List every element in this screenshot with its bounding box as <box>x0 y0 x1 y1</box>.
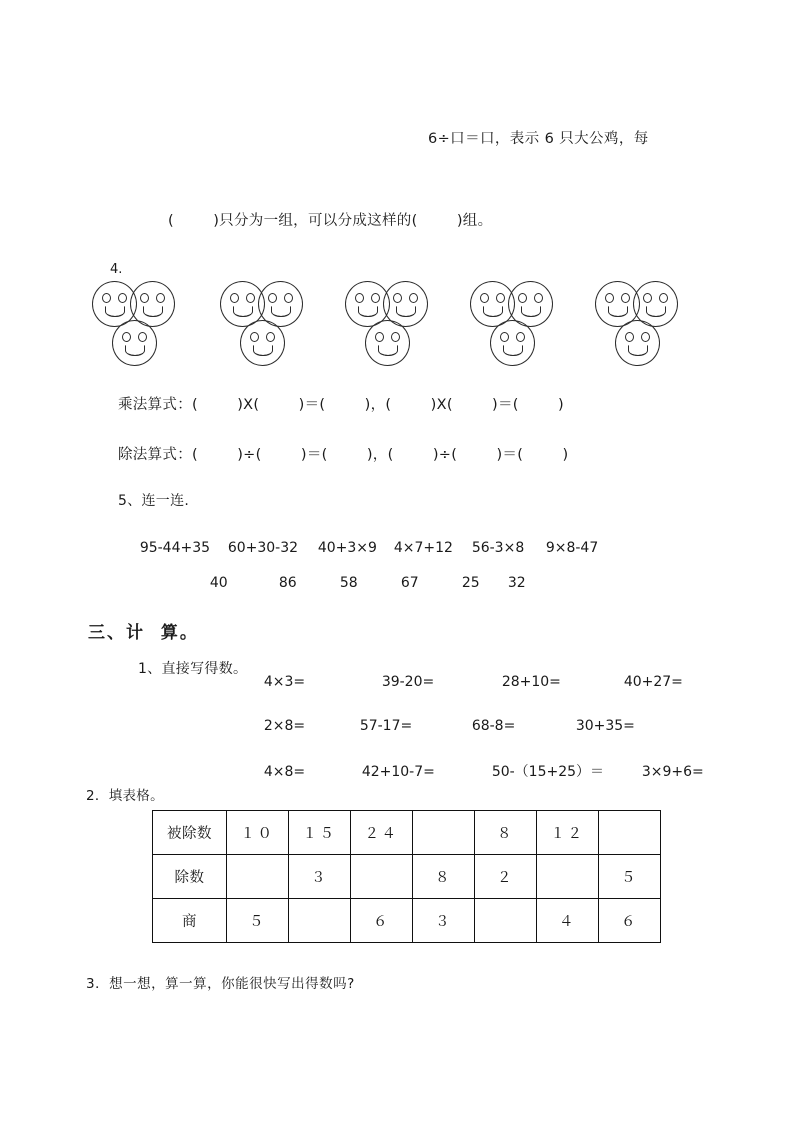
eye-icon <box>391 332 400 342</box>
table-cell[interactable] <box>351 855 413 899</box>
expression-item: 9×8-47 <box>545 540 599 556</box>
calc-sub2-label: 2．填表格。 <box>86 788 164 804</box>
smile-icon <box>646 306 666 317</box>
table-cell[interactable] <box>413 811 475 855</box>
smile-icon <box>628 345 648 356</box>
smile-icon <box>253 345 273 356</box>
eye-icon <box>138 332 147 342</box>
table-cell[interactable]: ５ <box>599 855 661 899</box>
section-3-heading: 三、计 算。 <box>88 623 199 643</box>
table-cell[interactable]: ８ <box>413 855 475 899</box>
table-cell[interactable]: ４ <box>537 899 599 943</box>
calc-sub1-label: 1、直接写得数。 <box>138 661 248 677</box>
table-cell[interactable]: １２ <box>537 811 599 855</box>
eye-icon <box>250 332 259 342</box>
smile-icon <box>378 345 398 356</box>
smiley-face-icon <box>365 320 410 366</box>
expression-item: 40+3×9 <box>317 540 377 556</box>
smile-icon <box>233 306 253 317</box>
calc-item: 2×8= <box>263 718 306 734</box>
eye-icon <box>641 332 650 342</box>
question3-tail-text: 6÷口＝口，表示 6 只大公鸡，每 <box>428 131 649 147</box>
value-item: 40 <box>209 575 228 591</box>
eye-icon <box>534 293 543 303</box>
multiplication-formula-line: 乘法算式：( )X( )＝( )，( )X( )＝( ) <box>118 397 564 413</box>
table-cell[interactable] <box>227 855 289 899</box>
table-cell[interactable]: ３ <box>413 899 475 943</box>
smiley-face-icon <box>490 320 535 366</box>
smile-icon <box>125 345 145 356</box>
question3-blank-line: ( )只分为一组，可以分成这样的( )组。 <box>168 213 493 229</box>
calc-item: 50-（15+25）＝ <box>491 764 605 780</box>
smiley-group <box>595 281 703 371</box>
eye-icon <box>516 332 525 342</box>
smiley-group <box>220 281 328 371</box>
eye-icon <box>122 332 131 342</box>
eye-icon <box>625 332 634 342</box>
smile-icon <box>271 306 291 317</box>
eye-icon <box>284 293 293 303</box>
expression-item: 56-3×8 <box>471 540 525 556</box>
smile-icon <box>608 306 628 317</box>
question4-number: 4. <box>110 262 123 277</box>
eye-icon <box>496 293 505 303</box>
row-header: 被除数 <box>153 811 227 855</box>
eye-icon <box>102 293 111 303</box>
table-cell[interactable] <box>289 899 351 943</box>
smile-icon <box>503 345 523 356</box>
table-cell[interactable] <box>599 811 661 855</box>
table-row <box>153 811 661 855</box>
expression-item: 95-44+35 <box>139 540 211 556</box>
eye-icon <box>156 293 165 303</box>
smile-icon <box>483 306 503 317</box>
eye-icon <box>500 332 509 342</box>
expression-item: 4×7+12 <box>393 540 453 556</box>
smile-icon <box>358 306 378 317</box>
smile-icon <box>521 306 541 317</box>
calc-item: 68-8= <box>471 718 516 734</box>
eye-icon <box>355 293 364 303</box>
eye-icon <box>371 293 380 303</box>
calc-sub3-label: 3．想一想，算一算，你能很快写出得数吗? <box>86 976 355 992</box>
row-header: 除数 <box>153 855 227 899</box>
table-cell[interactable]: １５ <box>289 811 351 855</box>
eye-icon <box>480 293 489 303</box>
eye-icon <box>409 293 418 303</box>
division-fill-table <box>152 810 661 943</box>
smiley-group <box>92 281 200 371</box>
calc-row <box>246 745 704 797</box>
table-row <box>153 899 661 943</box>
eye-icon <box>621 293 630 303</box>
calc-item: 57-17= <box>359 718 413 734</box>
eye-icon <box>393 293 402 303</box>
eye-icon <box>266 332 275 342</box>
value-item: 86 <box>278 575 297 591</box>
table-cell[interactable]: ５ <box>227 899 289 943</box>
eye-icon <box>268 293 277 303</box>
smiley-group <box>345 281 453 371</box>
eye-icon <box>518 293 527 303</box>
calc-item: 42+10-7= <box>361 764 435 780</box>
question5-title: 5、连一连. <box>118 493 190 509</box>
eye-icon <box>118 293 127 303</box>
calc-row <box>246 702 635 750</box>
eye-icon <box>643 293 652 303</box>
eye-icon <box>659 293 668 303</box>
calc-item: 40+27= <box>623 674 683 690</box>
eye-icon <box>230 293 239 303</box>
eye-icon <box>246 293 255 303</box>
eye-icon <box>605 293 614 303</box>
table-cell[interactable]: １０ <box>227 811 289 855</box>
table-cell[interactable]: ６ <box>599 899 661 943</box>
table-row <box>153 855 661 899</box>
table-cell[interactable]: ６ <box>351 899 413 943</box>
smile-icon <box>143 306 163 317</box>
table-cell[interactable]: ３ <box>289 855 351 899</box>
row-header: 商 <box>153 899 227 943</box>
smile-icon <box>105 306 125 317</box>
calc-row <box>246 658 683 706</box>
smiley-face-groups <box>92 281 712 371</box>
table-cell[interactable]: ８ <box>475 811 537 855</box>
eye-icon <box>375 332 384 342</box>
division-formula-line: 除法算式：( )÷( )＝( )，( )÷( )＝( ) <box>118 447 569 463</box>
calc-item: 4×3= <box>263 674 306 690</box>
table-cell[interactable] <box>475 899 537 943</box>
value-item: 32 <box>507 575 526 591</box>
smiley-group <box>470 281 578 371</box>
smile-icon <box>396 306 416 317</box>
calc-item: 28+10= <box>501 674 561 690</box>
calc-item: 3×9+6= <box>641 764 704 780</box>
question5-values <box>162 559 532 607</box>
smiley-face-icon <box>240 320 285 366</box>
table-cell[interactable] <box>537 855 599 899</box>
calc-item: 4×8= <box>263 764 306 780</box>
expression-item: 60+30-32 <box>227 540 299 556</box>
table-cell[interactable]: ２ <box>475 855 537 899</box>
eye-icon <box>140 293 149 303</box>
calc-item: 39-20= <box>381 674 435 690</box>
value-item: 67 <box>400 575 419 591</box>
table-cell[interactable]: ２４ <box>351 811 413 855</box>
calc-item: 30+35= <box>575 718 635 734</box>
value-item: 25 <box>461 575 480 591</box>
value-item: 58 <box>339 575 358 591</box>
smiley-face-icon <box>112 320 157 366</box>
smiley-face-icon <box>615 320 660 366</box>
